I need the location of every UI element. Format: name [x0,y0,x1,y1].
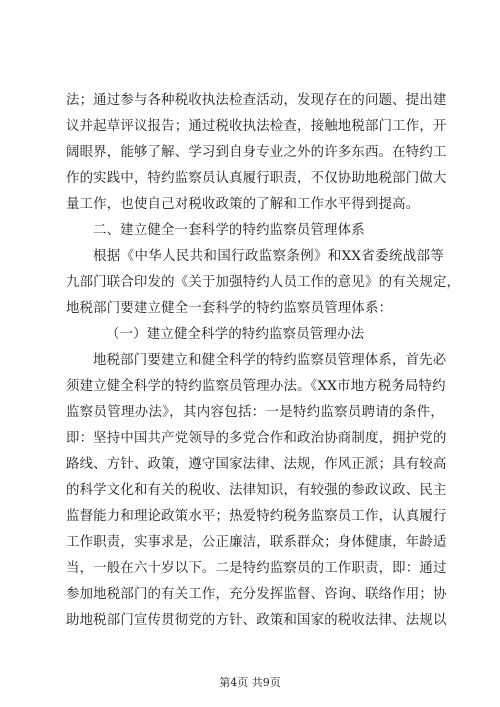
body-line: 地税部门要建立和健全科学的特约监察员管理体系，首先必 [93,353,447,368]
body-line: 监督能力和理论政策水平；热爱特约税务监察员工作，认真履行 [66,509,447,524]
body-line: 路线、方针、政策，遵守国家法律、法规，作风正派；具有较高 [66,457,447,472]
body-line: 参加地税部门的有关工作，充分发挥监督、咨询、联络作用；协 [66,587,447,602]
body-line: 量工作，也使自己对税收政策的了解和工作水平得到提高。 [66,197,420,212]
body-line: 九部门联合印发的《关于加强特约人员工作的意见》的有关规定， [66,275,461,290]
body-line: 的科学文化和有关的税收、法律知识，有较强的参政议政、民主 [66,483,447,498]
body-line: 监察员管理办法》，其内容包括：一是特约监察员聘请的条件， [66,405,444,420]
body-line: 即：坚持中国共产党领导的多党合作和政治协商制度，拥护党的 [66,431,447,446]
body-line: 法；通过参与各种税收执法检查活动，发现存在的问题、提出建 [66,93,447,108]
body-line: 根据《中华人民共和国行政监察条例》和XX省委统战部等 [93,249,444,264]
section-heading: 二、建立健全一套科学的特约监察员管理体系 [93,223,365,238]
document-body [66,88,461,634]
body-line: 工作职责，实事求是，公正廉洁，联系群众；身体健康，年龄适 [66,535,447,550]
body-line: 作的实践中，特约监察员认真履行职责，不仅协助地税部门做大 [66,171,447,186]
body-line: 当，一般在六十岁以下。二是特约监察员的工作职责，即：通过 [66,561,447,576]
body-line: 须建立健全科学的特约监察员管理办法。《XX市地方税务局特约 [66,379,446,394]
body-line: 地税部门要建立健全一套科学的特约监察员管理体系： [66,301,393,316]
body-line: 议并起草评议报告；通过税收执法检查，接触地税部门工作，开 [66,119,447,134]
body-line: 阔眼界，能够了解、学习到自身专业之外的许多东西。在特约工 [66,145,447,160]
page-number-footer: 第4页 共9页 [219,676,281,689]
body-line: 助地税部门宣传贯彻党的方针、政策和国家的税收法律、法规以 [66,613,447,628]
subsection-heading: （一）建立健全科学的特约监察员管理办法 [106,327,365,342]
